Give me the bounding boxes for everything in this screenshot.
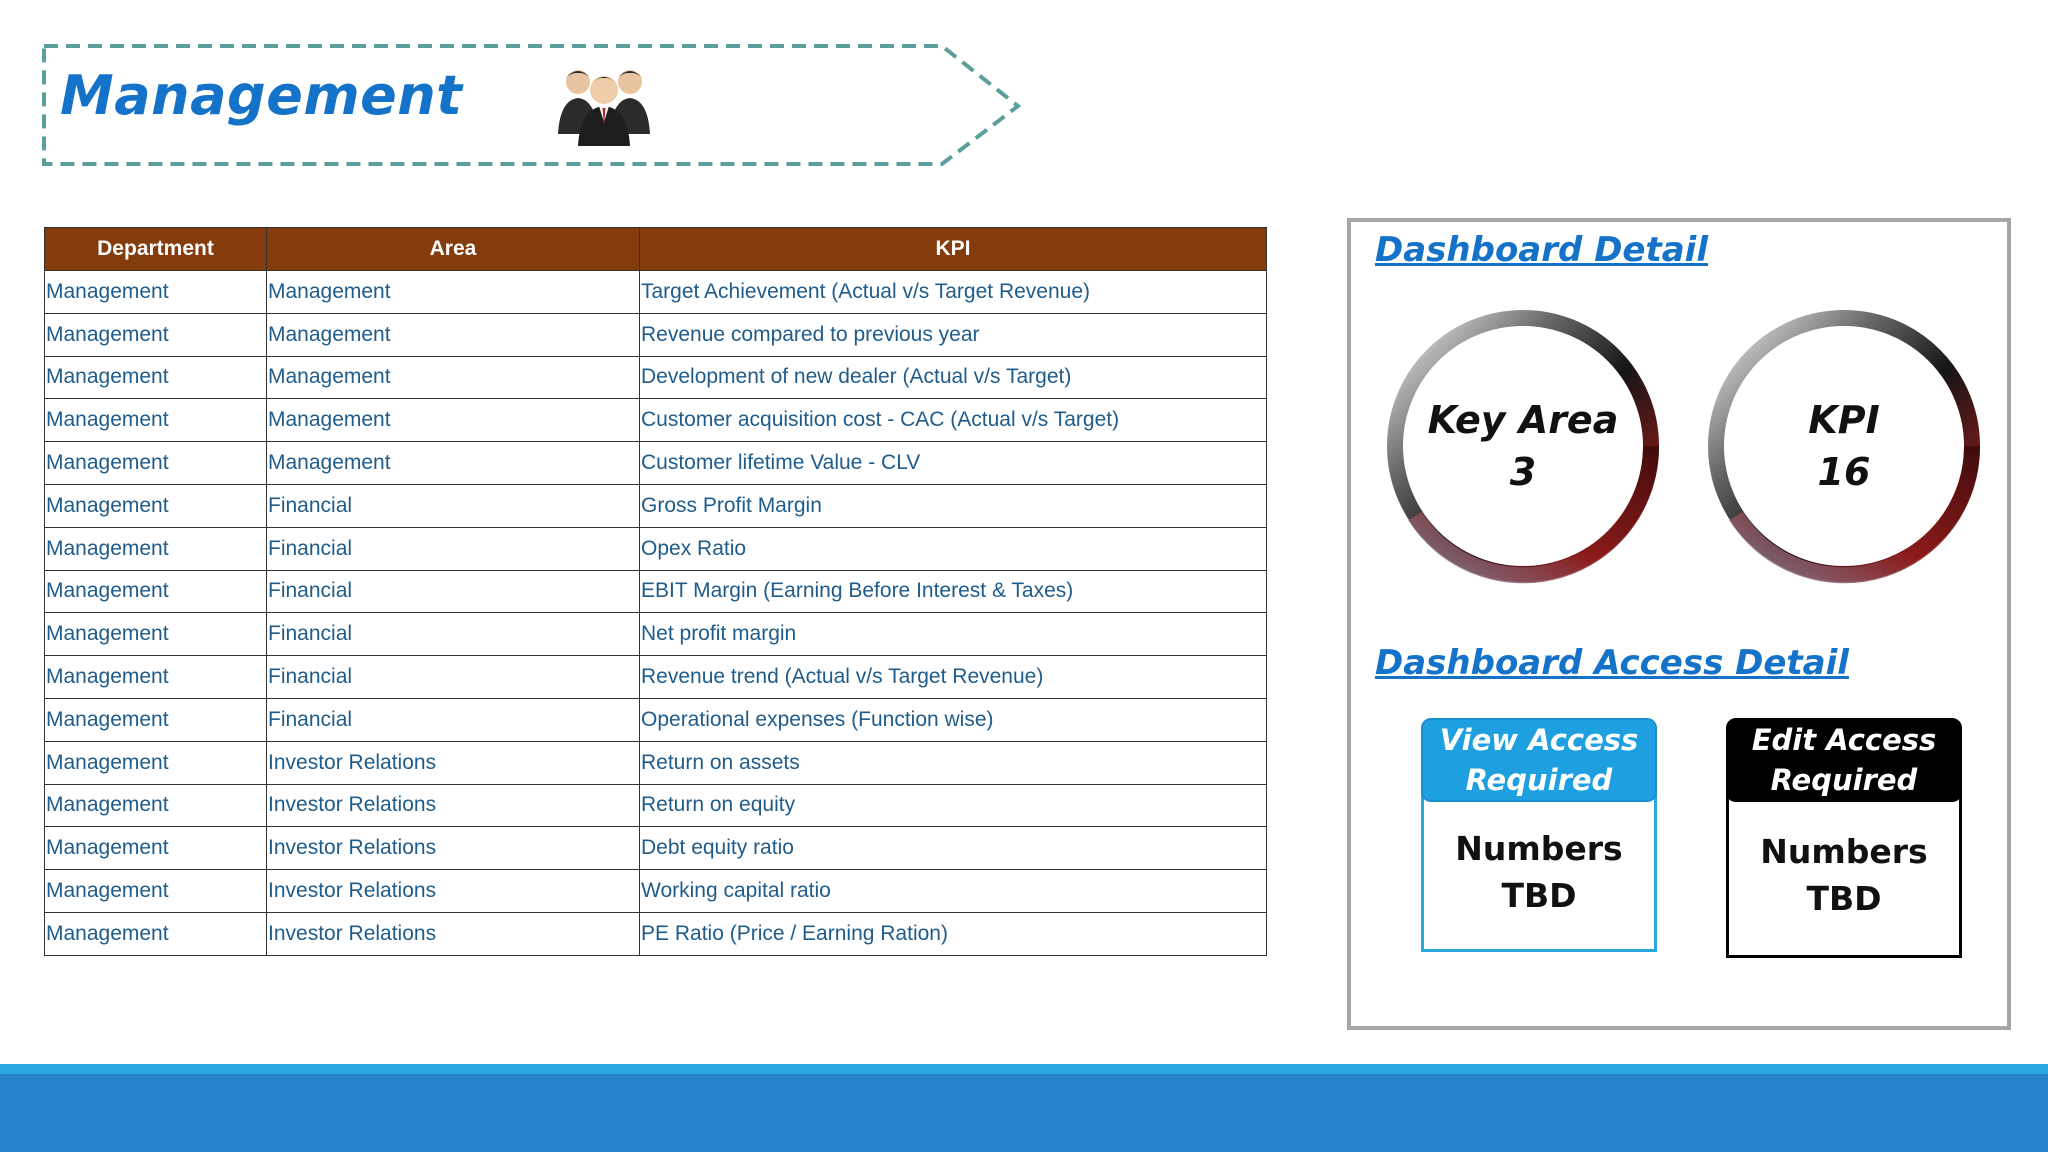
table-row xyxy=(45,442,1267,485)
cell-kpi: Customer lifetime Value - CLV xyxy=(640,442,1267,485)
cell-department: Management xyxy=(45,527,267,570)
cell-kpi: Revenue trend (Actual v/s Target Revenue) xyxy=(640,656,1267,699)
table-row xyxy=(45,912,1267,955)
header-department: Department xyxy=(45,228,267,271)
cell-department: Management xyxy=(45,399,267,442)
table-row xyxy=(45,313,1267,356)
cell-area: Financial xyxy=(267,570,640,613)
edit-access-tbd: TBD xyxy=(1806,879,1882,918)
view-access-header xyxy=(1421,718,1657,802)
cell-department: Management xyxy=(45,656,267,699)
people-group-icon xyxy=(554,64,654,146)
table-row xyxy=(45,698,1267,741)
view-access-title: View Access xyxy=(1439,723,1639,757)
edit-access-numbers: Numbers xyxy=(1760,832,1928,871)
table-row xyxy=(45,656,1267,699)
cell-department: Management xyxy=(45,442,267,485)
kpi-value: 16 xyxy=(1817,450,1871,494)
edit-access-title: Edit Access xyxy=(1751,723,1937,757)
table-row xyxy=(45,870,1267,913)
access-detail-heading: Dashboard Access Detail xyxy=(1375,643,1849,683)
title-banner xyxy=(42,42,1024,168)
cell-area: Management xyxy=(267,271,640,314)
header-kpi: KPI xyxy=(640,228,1267,271)
view-access-body xyxy=(1421,792,1657,952)
footer-accent-stripe xyxy=(0,1064,2048,1074)
cell-kpi: Return on assets xyxy=(640,741,1267,784)
key-area-label: Key Area xyxy=(1427,398,1619,442)
header-area: Area xyxy=(267,228,640,271)
cell-area: Financial xyxy=(267,698,640,741)
cell-department: Management xyxy=(45,784,267,827)
table-row xyxy=(45,784,1267,827)
view-access-numbers: Numbers xyxy=(1455,829,1623,868)
cell-kpi: Working capital ratio xyxy=(640,870,1267,913)
table-row xyxy=(45,271,1267,314)
cell-area: Investor Relations xyxy=(267,741,640,784)
cell-department: Management xyxy=(45,613,267,656)
kpi-table xyxy=(44,227,1267,956)
footer-bar xyxy=(0,1074,2048,1152)
cell-area: Management xyxy=(267,313,640,356)
cell-kpi: Target Achievement (Actual v/s Target Revenue) xyxy=(640,271,1267,314)
table-row xyxy=(45,741,1267,784)
cell-department: Management xyxy=(45,912,267,955)
cell-area: Financial xyxy=(267,613,640,656)
cell-area: Management xyxy=(267,356,640,399)
table-row xyxy=(45,827,1267,870)
page-title: Management xyxy=(60,64,463,127)
key-area-value: 3 xyxy=(1509,450,1537,494)
view-access-tbd: TBD xyxy=(1501,876,1577,915)
table-row xyxy=(45,613,1267,656)
cell-kpi: Gross Profit Margin xyxy=(640,484,1267,527)
table-row xyxy=(45,570,1267,613)
edit-access-body xyxy=(1726,792,1962,958)
cell-area: Investor Relations xyxy=(267,827,640,870)
cell-department: Management xyxy=(45,356,267,399)
cell-area: Investor Relations xyxy=(267,912,640,955)
dashboard-panel xyxy=(1347,218,2011,1030)
view-access-subtitle: Required xyxy=(1465,763,1613,797)
cell-kpi: Opex Ratio xyxy=(640,527,1267,570)
cell-area: Financial xyxy=(267,527,640,570)
cell-area: Investor Relations xyxy=(267,870,640,913)
cell-department: Management xyxy=(45,313,267,356)
cell-department: Management xyxy=(45,271,267,314)
dashboard-detail-heading: Dashboard Detail xyxy=(1375,230,1708,270)
cell-kpi: Revenue compared to previous year xyxy=(640,313,1267,356)
cell-kpi: PE Ratio (Price / Earning Ration) xyxy=(640,912,1267,955)
edit-access-subtitle: Required xyxy=(1770,763,1918,797)
cell-kpi: Debt equity ratio xyxy=(640,827,1267,870)
view-access-card xyxy=(1421,718,1657,952)
cell-area: Investor Relations xyxy=(267,784,640,827)
table-row xyxy=(45,356,1267,399)
table-row xyxy=(45,399,1267,442)
cell-area: Financial xyxy=(267,484,640,527)
key-area-ring xyxy=(1383,306,1663,586)
cell-area: Management xyxy=(267,399,640,442)
cell-department: Management xyxy=(45,698,267,741)
cell-area: Management xyxy=(267,442,640,485)
edit-access-card xyxy=(1726,718,1962,958)
table-header-row xyxy=(45,228,1267,271)
cell-kpi: Development of new dealer (Actual v/s Target) xyxy=(640,356,1267,399)
cell-department: Management xyxy=(45,570,267,613)
kpi-ring xyxy=(1704,306,1984,586)
cell-kpi: Return on equity xyxy=(640,784,1267,827)
table-row xyxy=(45,484,1267,527)
cell-department: Management xyxy=(45,827,267,870)
cell-department: Management xyxy=(45,741,267,784)
cell-kpi: Customer acquisition cost - CAC (Actual v/s Target) xyxy=(640,399,1267,442)
kpi-label: KPI xyxy=(1808,398,1880,442)
cell-department: Management xyxy=(45,870,267,913)
cell-kpi: EBIT Margin (Earning Before Interest & Taxes) xyxy=(640,570,1267,613)
cell-department: Management xyxy=(45,484,267,527)
table-row xyxy=(45,527,1267,570)
cell-area: Financial xyxy=(267,656,640,699)
cell-kpi: Net profit margin xyxy=(640,613,1267,656)
cell-kpi: Operational expenses (Function wise) xyxy=(640,698,1267,741)
edit-access-header xyxy=(1726,718,1962,802)
